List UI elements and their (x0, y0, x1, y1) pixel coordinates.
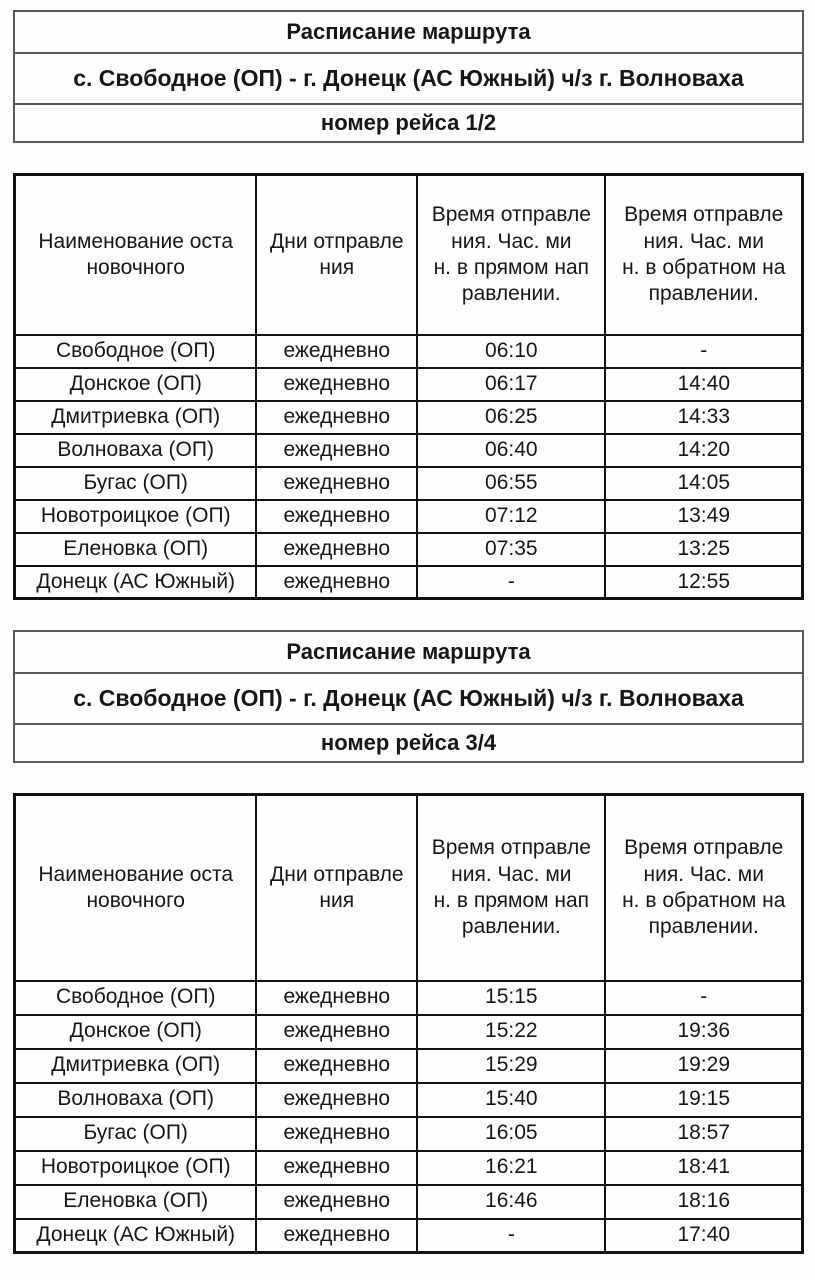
time-forward-cell: 06:25 (417, 401, 605, 434)
time-backward-cell: 18:57 (605, 1117, 802, 1151)
time-backward-cell: 19:29 (605, 1049, 802, 1083)
time-forward-cell: 06:10 (417, 335, 605, 368)
stop-name-cell: Донское (ОП) (15, 368, 257, 401)
col-header-days: Дни отправле ния (256, 175, 417, 335)
days-cell: ежедневно (256, 566, 417, 599)
days-cell: ежедневно (256, 1219, 417, 1253)
stop-name-cell: Бугас (ОП) (15, 1117, 257, 1151)
days-cell: ежедневно (256, 1185, 417, 1219)
time-forward-cell: 07:35 (417, 533, 605, 566)
stop-name-cell: Новотроицкое (ОП) (15, 1151, 257, 1185)
time-backward-cell: 17:40 (605, 1219, 802, 1253)
days-cell: ежедневно (256, 1083, 417, 1117)
days-cell: ежедневно (256, 434, 417, 467)
days-cell: ежедневно (256, 1117, 417, 1151)
table-row (15, 1219, 803, 1253)
timetable-2 (13, 793, 804, 1254)
stop-name-cell: Еленовка (ОП) (15, 533, 257, 566)
time-forward-cell: 06:17 (417, 368, 605, 401)
days-cell: ежедневно (256, 500, 417, 533)
stop-name-cell: Новотроицкое (ОП) (15, 500, 257, 533)
time-forward-cell: 15:40 (417, 1083, 605, 1117)
col-header-stop: Наименование оста новочного (15, 175, 257, 335)
time-backward-cell: 13:25 (605, 533, 802, 566)
time-backward-cell: 14:20 (605, 434, 802, 467)
table-row (15, 1049, 803, 1083)
time-backward-cell: 12:55 (605, 566, 802, 599)
timetable-2-header (15, 795, 803, 981)
time-forward-cell: 07:12 (417, 500, 605, 533)
days-cell: ежедневно (256, 533, 417, 566)
stop-name-cell: Бугас (ОП) (15, 467, 257, 500)
stop-name-cell: Свободное (ОП) (15, 335, 257, 368)
col-header-time-backward: Время отправле ния. Час. ми н. в обратном на правлении. (605, 175, 802, 335)
table-row (15, 335, 803, 368)
table-row (15, 1083, 803, 1117)
trip-number: номер рейса 3/4 (320, 730, 497, 755)
time-backward-cell: 19:15 (605, 1083, 802, 1117)
stop-name-cell: Дмитриевка (ОП) (15, 401, 257, 434)
days-cell: ежедневно (256, 1049, 417, 1083)
time-forward-cell: 15:29 (417, 1049, 605, 1083)
days-cell: ежедневно (256, 1151, 417, 1185)
table-row (15, 368, 803, 401)
route-name: с. Свободное (ОП) - г. Донецк (АС Южный) ч/з г. Волноваха (15, 674, 802, 725)
time-forward-cell: 16:46 (417, 1185, 605, 1219)
time-forward-cell: - (417, 566, 605, 599)
time-backward-cell: 13:49 (605, 500, 802, 533)
header-row (15, 795, 803, 981)
time-backward-cell: 14:33 (605, 401, 802, 434)
table-row (15, 1015, 803, 1049)
days-cell: ежедневно (256, 467, 417, 500)
route-info-block-2 (13, 630, 804, 763)
table-row (15, 1185, 803, 1219)
stop-name-cell: Донское (ОП) (15, 1015, 257, 1049)
time-forward-cell: 16:21 (417, 1151, 605, 1185)
timetable-1 (13, 173, 804, 600)
timetable-1-body (15, 335, 803, 599)
days-cell: ежедневно (256, 1015, 417, 1049)
time-forward-cell: 16:05 (417, 1117, 605, 1151)
schedule-title: Расписание маршрута (15, 12, 802, 54)
days-cell: ежедневно (256, 368, 417, 401)
table-row (15, 467, 803, 500)
time-forward-cell: - (417, 1219, 605, 1253)
stop-name-cell: Свободное (ОП) (15, 981, 257, 1015)
days-cell: ежедневно (256, 401, 417, 434)
table-row (15, 981, 803, 1015)
time-backward-cell: - (605, 981, 802, 1015)
header-row (15, 175, 803, 335)
trip-number: номер рейса 1/2 (320, 110, 497, 135)
time-forward-cell: 15:22 (417, 1015, 605, 1049)
time-backward-cell: 18:16 (605, 1185, 802, 1219)
time-forward-cell: 06:40 (417, 434, 605, 467)
table-row (15, 401, 803, 434)
time-backward-cell: 14:40 (605, 368, 802, 401)
timetable-1-header (15, 175, 803, 335)
route-name: с. Свободное (ОП) - г. Донецк (АС Южный) ч/з г. Волноваха (15, 54, 802, 105)
route-info-block-1 (13, 10, 804, 143)
col-header-days: Дни отправле ния (256, 795, 417, 981)
table-row (15, 566, 803, 599)
table-row (15, 1117, 803, 1151)
timetable-2-body (15, 981, 803, 1253)
col-header-stop: Наименование оста новочного (15, 795, 257, 981)
stop-name-cell: Донецк (АС Южный) (15, 566, 257, 599)
days-cell: ежедневно (256, 335, 417, 368)
stop-name-cell: Донецк (АС Южный) (15, 1219, 257, 1253)
time-forward-cell: 06:55 (417, 467, 605, 500)
table-row (15, 434, 803, 467)
stop-name-cell: Еленовка (ОП) (15, 1185, 257, 1219)
col-header-time-backward: Время отправле ния. Час. ми н. в обратном на правлении. (605, 795, 802, 981)
table-row (15, 500, 803, 533)
time-forward-cell: 15:15 (417, 981, 605, 1015)
stop-name-cell: Дмитриевка (ОП) (15, 1049, 257, 1083)
col-header-time-forward: Время отправле ния. Час. ми н. в прямом нап равлении. (417, 795, 605, 981)
time-backward-cell: - (605, 335, 802, 368)
time-backward-cell: 14:05 (605, 467, 802, 500)
time-backward-cell: 19:36 (605, 1015, 802, 1049)
days-cell: ежедневно (256, 981, 417, 1015)
schedule-title: Расписание маршрута (15, 632, 802, 674)
table-row (15, 533, 803, 566)
table-row (15, 1151, 803, 1185)
stop-name-cell: Волноваха (ОП) (15, 434, 257, 467)
time-backward-cell: 18:41 (605, 1151, 802, 1185)
col-header-time-forward: Время отправле ния. Час. ми н. в прямом нап равлении. (417, 175, 605, 335)
stop-name-cell: Волноваха (ОП) (15, 1083, 257, 1117)
